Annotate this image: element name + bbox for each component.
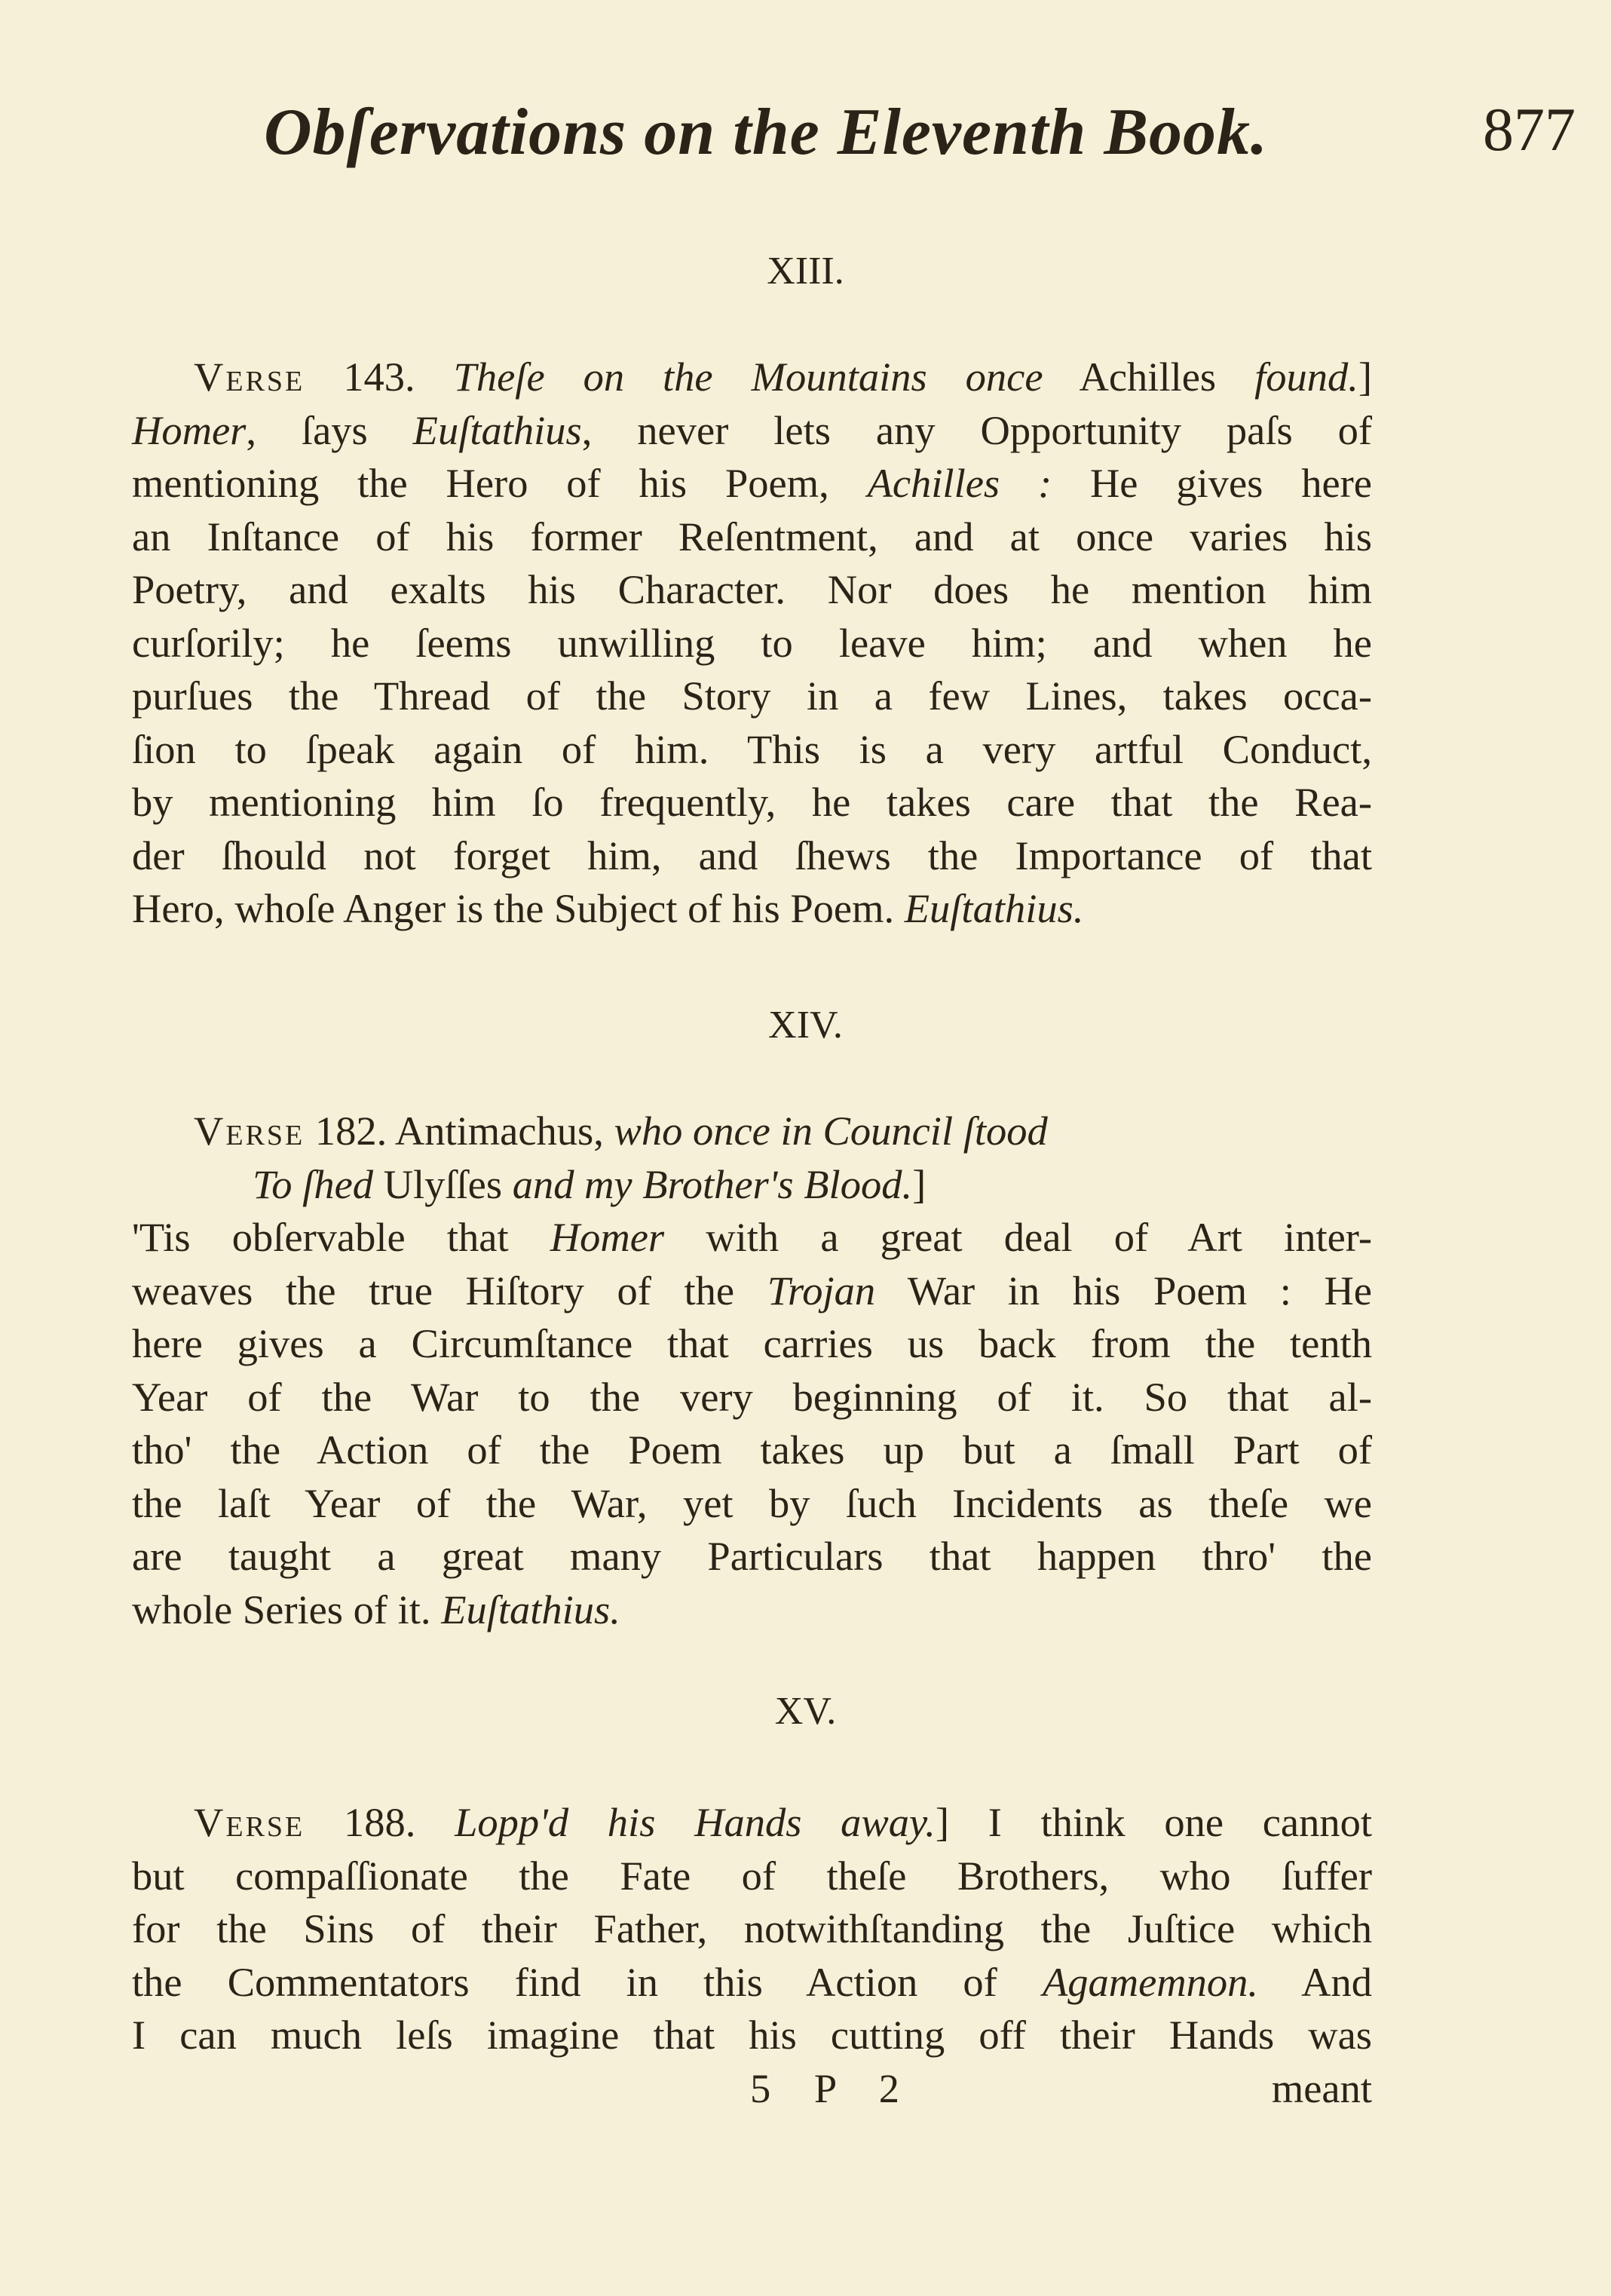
- author-name: Homer: [550, 1214, 665, 1260]
- hero-name: Agamemnon.: [1042, 1958, 1259, 2005]
- page-footer: [132, 2062, 1372, 2115]
- note-line: ſion to ſpeak again of him. This is a very artful Conduct,: [132, 725, 1372, 772]
- lemma-bracket: ]: [912, 1160, 926, 1207]
- text-run: War in his Poem : He: [875, 1267, 1372, 1314]
- text-run: whole Series of it.: [132, 1586, 442, 1632]
- running-title: Obſervations on the Eleventh Book.: [264, 96, 1269, 169]
- lemma-name: Antimachus,: [394, 1108, 614, 1154]
- note-paragraph-xiv: [132, 1105, 1372, 1636]
- note-line: tho' the Action of the Poem takes up but a ſmall Part of: [132, 1427, 1372, 1473]
- lemma-text: who once in Council ſtood: [614, 1108, 1048, 1154]
- verse-number: 143.: [343, 354, 415, 400]
- note-line: I can much leſs imagine that his cutting off their Hands was: [132, 2012, 1372, 2058]
- section-heading-xiii: XIII.: [767, 250, 844, 293]
- lemma-bracket: ]: [935, 1799, 949, 1845]
- lemma-name: Achilles: [1079, 354, 1217, 400]
- text-run: the Commentators find in this Action of: [132, 1958, 1043, 2005]
- lemma-end: found.: [1254, 354, 1358, 400]
- note-line: [132, 1211, 1372, 1264]
- lemma-text: Lopp'd his Hands away.: [455, 1799, 936, 1845]
- hero-name: Achilles :: [867, 460, 1052, 506]
- note-line: [132, 1583, 1372, 1637]
- text-run: And: [1258, 1958, 1372, 2005]
- note-line: [132, 882, 1372, 936]
- verse-number: 188.: [344, 1799, 416, 1845]
- section-heading-xv: XV.: [774, 1690, 837, 1733]
- text-run: I think one cannot: [948, 1799, 1373, 1845]
- note-line: purſues the Thread of the Story in a few Lines, takes occa-: [132, 673, 1372, 719]
- verse-label: Verse: [194, 1108, 305, 1154]
- note-line: [132, 457, 1372, 510]
- page-number: 877: [1483, 95, 1576, 164]
- author-name: Homer: [132, 406, 247, 453]
- place-name: Trojan: [767, 1267, 876, 1314]
- text-run: 'Tis obſervable that: [132, 1214, 550, 1260]
- note-line: here gives a Circumſtance that carries us back from the tenth: [132, 1320, 1372, 1366]
- note-line: [132, 1956, 1372, 2009]
- note-line: are taught a great many Particulars that happen thro' the: [132, 1533, 1372, 1579]
- note-line: [132, 1264, 1372, 1318]
- lemma-bracket: ]: [1358, 354, 1373, 400]
- running-header: [264, 94, 1576, 177]
- note-line: [132, 1105, 1372, 1158]
- note-line: [132, 1158, 1372, 1212]
- text-run: with a great deal of Art inter-: [664, 1214, 1372, 1260]
- text-run: weaves the true Hiſtory of the: [132, 1267, 767, 1314]
- signature-mark: 5 P 2: [750, 2065, 917, 2111]
- section-heading-xiv: XIV.: [768, 1004, 843, 1047]
- note-line: Year of the War to the very beginning of it. So that al-: [132, 1373, 1372, 1420]
- note-line: [132, 404, 1372, 458]
- lemma-text: To ſhed: [253, 1160, 374, 1207]
- note-line: but compaſſionate the Fate of theſe Brothers, who ſuffer: [132, 1852, 1372, 1899]
- note-line: for the Sins of their Father, notwithſtanding the Juſtice which: [132, 1905, 1372, 1951]
- note-line: [132, 351, 1372, 404]
- author-name: Euſtathius.: [904, 885, 1084, 931]
- note-line: Poetry, and exalts his Character. Nor does he mention him: [132, 566, 1372, 612]
- note-paragraph-xiii: [132, 351, 1372, 936]
- note-line: [132, 1796, 1372, 1850]
- text-run: mentioning the Hero of his Poem,: [132, 460, 868, 506]
- text-run: , ſays: [246, 406, 413, 453]
- lemma-name: Ulyſſes: [373, 1160, 513, 1207]
- note-line: der ſhould not forget him, and ſhews the Importance of that: [132, 832, 1372, 878]
- note-paragraph-xv: [132, 1796, 1372, 2062]
- note-line: by mentioning him ſo frequently, he takes care that the Rea-: [132, 779, 1372, 825]
- verse-label: Verse: [194, 354, 305, 400]
- lemma-text: and my Brother's Blood.: [512, 1160, 913, 1207]
- text-run: , never lets any Opportunity paſs of: [581, 406, 1372, 453]
- author-name: Euſtathius: [412, 406, 582, 453]
- note-line: curſorily; he ſeems unwilling to leave him; and when he: [132, 619, 1372, 666]
- verse-number: 182.: [314, 1108, 387, 1154]
- catchword: meant: [1271, 2065, 1372, 2111]
- lemma-text: Theſe on the Mountains once: [453, 354, 1043, 400]
- verse-label: Verse: [194, 1799, 305, 1845]
- author-name: Euſtathius.: [441, 1586, 620, 1632]
- text-run: Hero, whoſe Anger is the Subject of his Poem.: [132, 885, 905, 931]
- note-line: the laſt Year of the War, yet by ſuch Incidents as theſe we: [132, 1479, 1372, 1526]
- text-run: He gives here: [1052, 460, 1372, 506]
- note-line: an Inſtance of his former Reſentment, and at once varies his: [132, 513, 1372, 559]
